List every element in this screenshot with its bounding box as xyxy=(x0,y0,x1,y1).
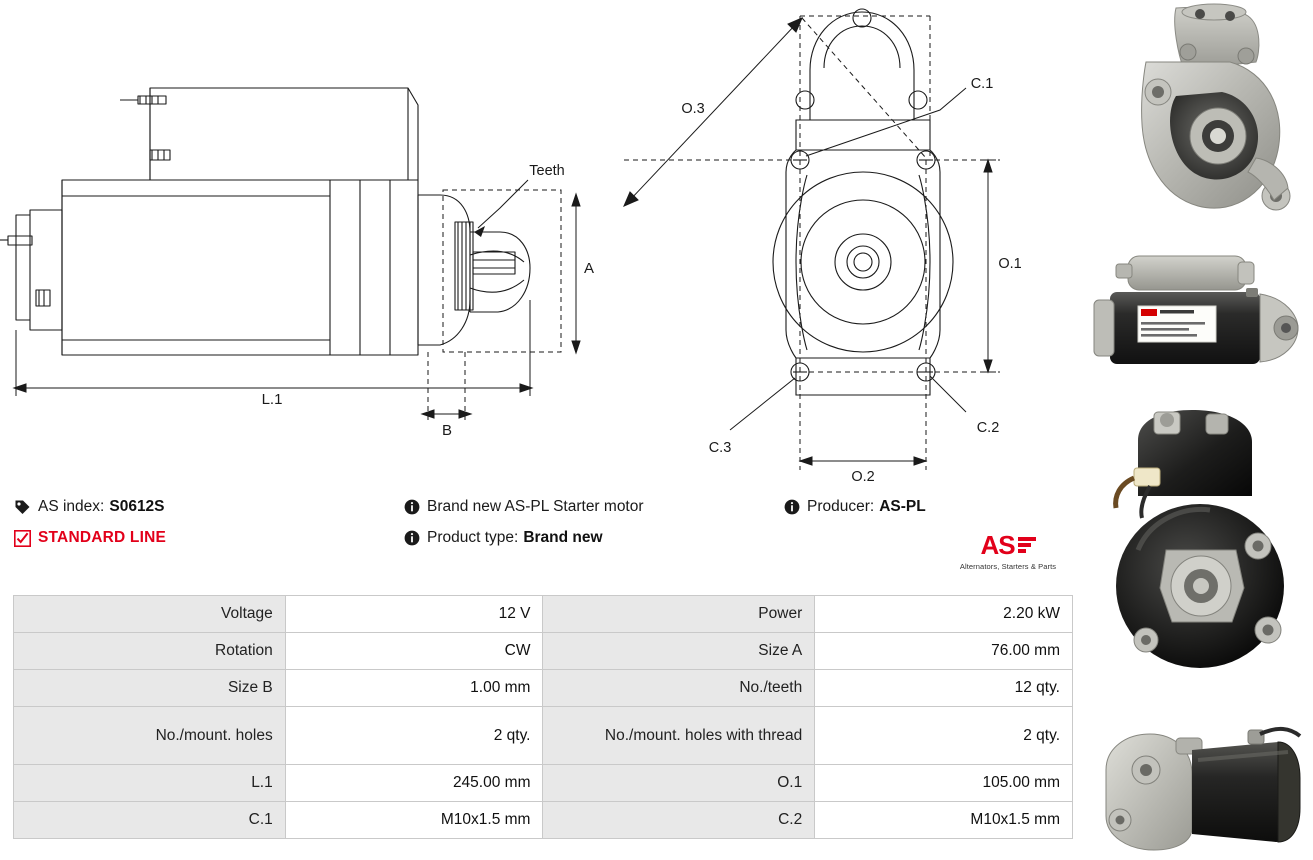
spec-value: 12 V xyxy=(285,596,543,633)
standard-line-label: STANDARD LINE xyxy=(38,529,167,546)
table-row xyxy=(14,802,1073,839)
spec-value: M10x1.5 mm xyxy=(285,802,543,839)
dimension-label-C2: C.2 xyxy=(976,420,1000,436)
spec-value: 2 qty. xyxy=(815,707,1073,765)
product-type-label: Product type: xyxy=(427,529,519,546)
as-pl-logo xyxy=(948,530,1068,571)
info-row-1 xyxy=(14,498,1074,516)
as-index-label: AS index: xyxy=(38,498,105,515)
starter-side-view-drawing xyxy=(0,0,600,495)
spec-value: 2.20 kW xyxy=(815,596,1073,633)
spec-value: 245.00 mm xyxy=(285,765,543,802)
producer-value: AS-PL xyxy=(879,498,926,515)
description-field xyxy=(404,498,784,516)
as-index-value: S0612S xyxy=(109,498,165,515)
dimension-label-O1: O.1 xyxy=(998,256,1022,272)
spec-key: C.2 xyxy=(543,802,815,839)
table-row xyxy=(14,765,1073,802)
spec-value: 1.00 mm xyxy=(285,670,543,707)
product-info-block xyxy=(14,498,1074,588)
teeth-label: Teeth xyxy=(529,163,565,179)
check-box-icon xyxy=(14,530,31,547)
product-photo-strip xyxy=(1080,0,1313,860)
producer-field xyxy=(784,498,1074,516)
specifications-table xyxy=(13,595,1073,839)
spec-key: Size A xyxy=(543,633,815,670)
spec-key: C.1 xyxy=(14,802,286,839)
standard-line-badge xyxy=(14,529,404,547)
info-icon xyxy=(404,530,420,546)
spec-key: No./mount. holes with thread xyxy=(543,707,815,765)
logo-subtitle: Alternators, Starters & Parts xyxy=(959,562,1057,571)
spec-key: Power xyxy=(543,596,815,633)
spec-key: L.1 xyxy=(14,765,286,802)
table-row xyxy=(14,633,1073,670)
spec-key: Voltage xyxy=(14,596,286,633)
table-row xyxy=(14,670,1073,707)
logo-mark xyxy=(948,530,1068,561)
dimension-label-O3: O.3 xyxy=(681,101,705,117)
table-row xyxy=(14,596,1073,633)
spec-key: O.1 xyxy=(543,765,815,802)
spec-value: 76.00 mm xyxy=(815,633,1073,670)
product-type-field xyxy=(404,529,784,547)
logo-text: AS xyxy=(980,530,1015,560)
info-icon xyxy=(404,499,420,515)
spec-value: 12 qty. xyxy=(815,670,1073,707)
spec-value: CW xyxy=(285,633,543,670)
as-index-field xyxy=(14,498,404,516)
spec-key: Size B xyxy=(14,670,286,707)
spec-value: 105.00 mm xyxy=(815,765,1073,802)
spec-value: M10x1.5 mm xyxy=(815,802,1073,839)
starter-photo-front-angle[interactable] xyxy=(1080,0,1313,236)
tag-icon xyxy=(14,499,31,516)
dimension-label-C1: C.1 xyxy=(970,76,994,92)
dimension-label-A: A xyxy=(583,260,595,277)
starter-photo-rear-angle[interactable] xyxy=(1080,708,1313,860)
starter-front-view-drawing xyxy=(600,0,1075,495)
dimension-label-O2: O.2 xyxy=(851,469,875,485)
table-row xyxy=(14,707,1073,765)
info-row-2 xyxy=(14,529,1074,547)
technical-drawings xyxy=(0,0,1075,495)
dimension-label-B: B xyxy=(441,422,453,439)
starter-photo-side[interactable] xyxy=(1080,244,1313,392)
dimension-label-L1: L.1 xyxy=(261,391,283,408)
info-icon xyxy=(784,499,800,515)
description-text: Brand new AS-PL Starter motor xyxy=(427,498,644,515)
dimension-label-C3: C.3 xyxy=(708,440,732,456)
producer-label: Producer: xyxy=(807,498,875,515)
starter-photo-solenoid-top[interactable] xyxy=(1080,400,1313,700)
spec-value: 2 qty. xyxy=(285,707,543,765)
logo-bars-icon xyxy=(1018,537,1036,555)
product-type-value: Brand new xyxy=(523,529,603,546)
spec-key: No./teeth xyxy=(543,670,815,707)
spec-key: Rotation xyxy=(14,633,286,670)
spec-key: No./mount. holes xyxy=(14,707,286,765)
